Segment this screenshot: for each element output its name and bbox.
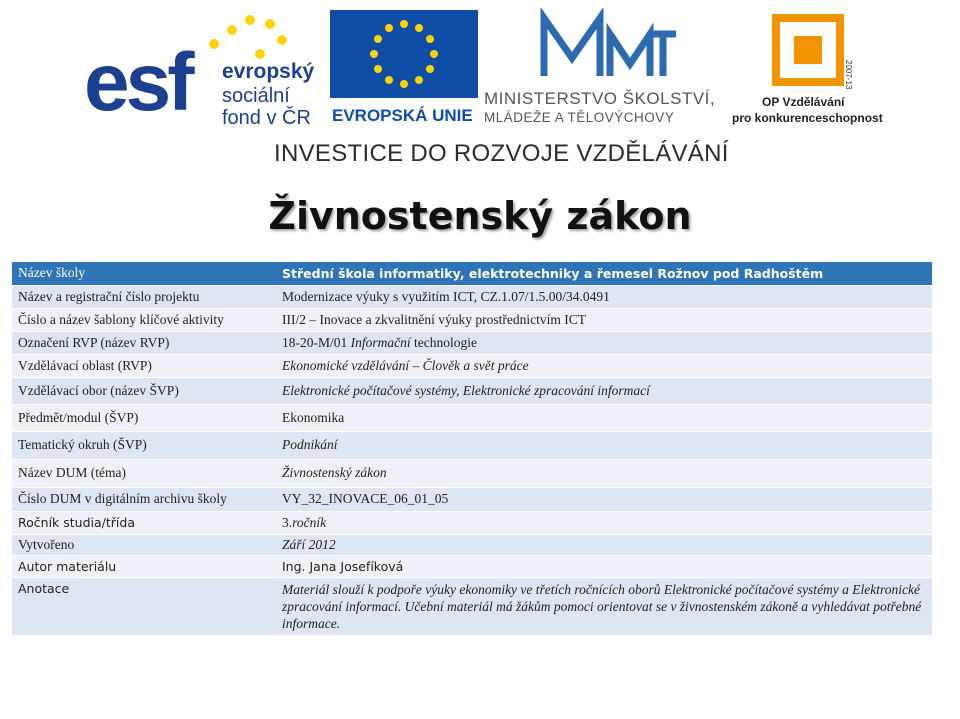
eu-flag-logo [330,10,478,125]
table-row [12,262,932,285]
table-row [12,511,932,534]
row-value: Ekonomické vzdělávání – Člověk a svět práce [276,354,932,377]
row-key: Označení RVP (název RVP) [12,331,276,354]
table-row [12,331,932,354]
rocnik-label: ročník [292,514,327,530]
row-key: Název a registrační číslo projektu [12,285,276,308]
op-line-1: OP Vzdělávání [762,95,845,109]
row-key: Číslo a název šablony klíčové aktivity [12,308,276,331]
rvp-name-rest: technologie [410,334,477,350]
row-key: Číslo DUM v digitálním archivu školy [12,487,276,511]
row-value: Živnostenský zákon [276,459,932,487]
table-row [12,459,932,487]
msmt-line-1: MINISTERSTVO ŠKOLSTVÍ, [484,89,716,108]
page-title: Živnostenský zákon [268,194,692,238]
table-row [12,555,932,577]
row-key: Vytvořeno [12,534,276,555]
row-value: Materiál slouží k podpoře výuky ekonomiky ve třetích ročnících oborů Elektronické počítačové systémy a Elektronické zpracování informací. Učební materiál má žákům pomoci orientovat se v živnostenském zákoně a vyhledávat potřebné informace. [276,577,932,635]
dum-info-table [12,262,932,635]
table-row [12,285,932,308]
rvp-code: 18-20-M/01 [282,334,351,350]
row-value: Podnikání [276,431,932,459]
table-row [12,404,932,431]
op-emblem-icon [776,18,840,82]
row-value: Ekonomika [276,404,932,431]
row-value: Ing. Jana Josefíková [276,555,932,577]
row-key: Předmět/modul (ŠVP) [12,404,276,431]
row-key: Ročník studia/třída [12,511,276,534]
row-key: Anotace [12,577,276,635]
table-row [12,487,932,511]
row-value: Elektronické počítačové systémy, Elektronické zpracování informací [276,377,932,404]
eu-text: EVROPSKÁ UNIE [332,106,473,125]
table-row [12,377,932,404]
op-years: 2007-13 [844,60,853,90]
row-value: Modernizace výuky s využitím ICT, CZ.1.07/1.5.00/34.0491 [276,285,932,308]
op-line-2: pro konkurenceschopnost [732,111,883,125]
row-value [276,511,932,534]
investice-heading: INVESTICE DO ROZVOJE VZDĚLÁVÁNÍ [274,140,729,167]
project-logo-banner [72,0,890,168]
row-key: Název školy [12,262,276,285]
esf-text-line-2: sociální [222,85,290,107]
esf-text-line-3: fond v ČR [222,107,311,125]
table-row [12,431,932,459]
table-row [12,308,932,331]
msmt-letters-icon [544,18,676,76]
row-value: III/2 – Inovace a zkvalitnění výuky prostřednictvím ICT [276,308,932,331]
row-value [276,331,932,354]
row-key: Autor materiálu [12,555,276,577]
rvp-name-italic: Informační [350,334,411,350]
rocnik-number: 3. [282,514,293,530]
row-value: VY_32_INOVACE_06_01_05 [276,487,932,511]
esf-mark: esf [84,37,191,125]
esf-logo [82,10,327,125]
row-key: Název DUM (téma) [12,459,276,487]
row-key: Vzdělávací oblast (RVP) [12,354,276,377]
table-row [12,354,932,377]
row-value: Střední škola informatiky, elektrotechniky a řemesel Rožnov pod Radhoštěm [276,262,932,285]
msmt-logo [482,8,722,126]
esf-text-line-1: evropský [222,60,315,83]
row-key: Vzdělávací obor (název ŠVP) [12,377,276,404]
msmt-line-2: MLÁDEŽE A TĚLOVÝCHOVY [484,110,675,125]
table-row [12,577,932,635]
row-value: Září 2012 [276,534,932,555]
row-key: Tematický okruh (ŠVP) [12,431,276,459]
op-vzdelavani-logo [732,10,890,125]
table-row [12,534,932,555]
